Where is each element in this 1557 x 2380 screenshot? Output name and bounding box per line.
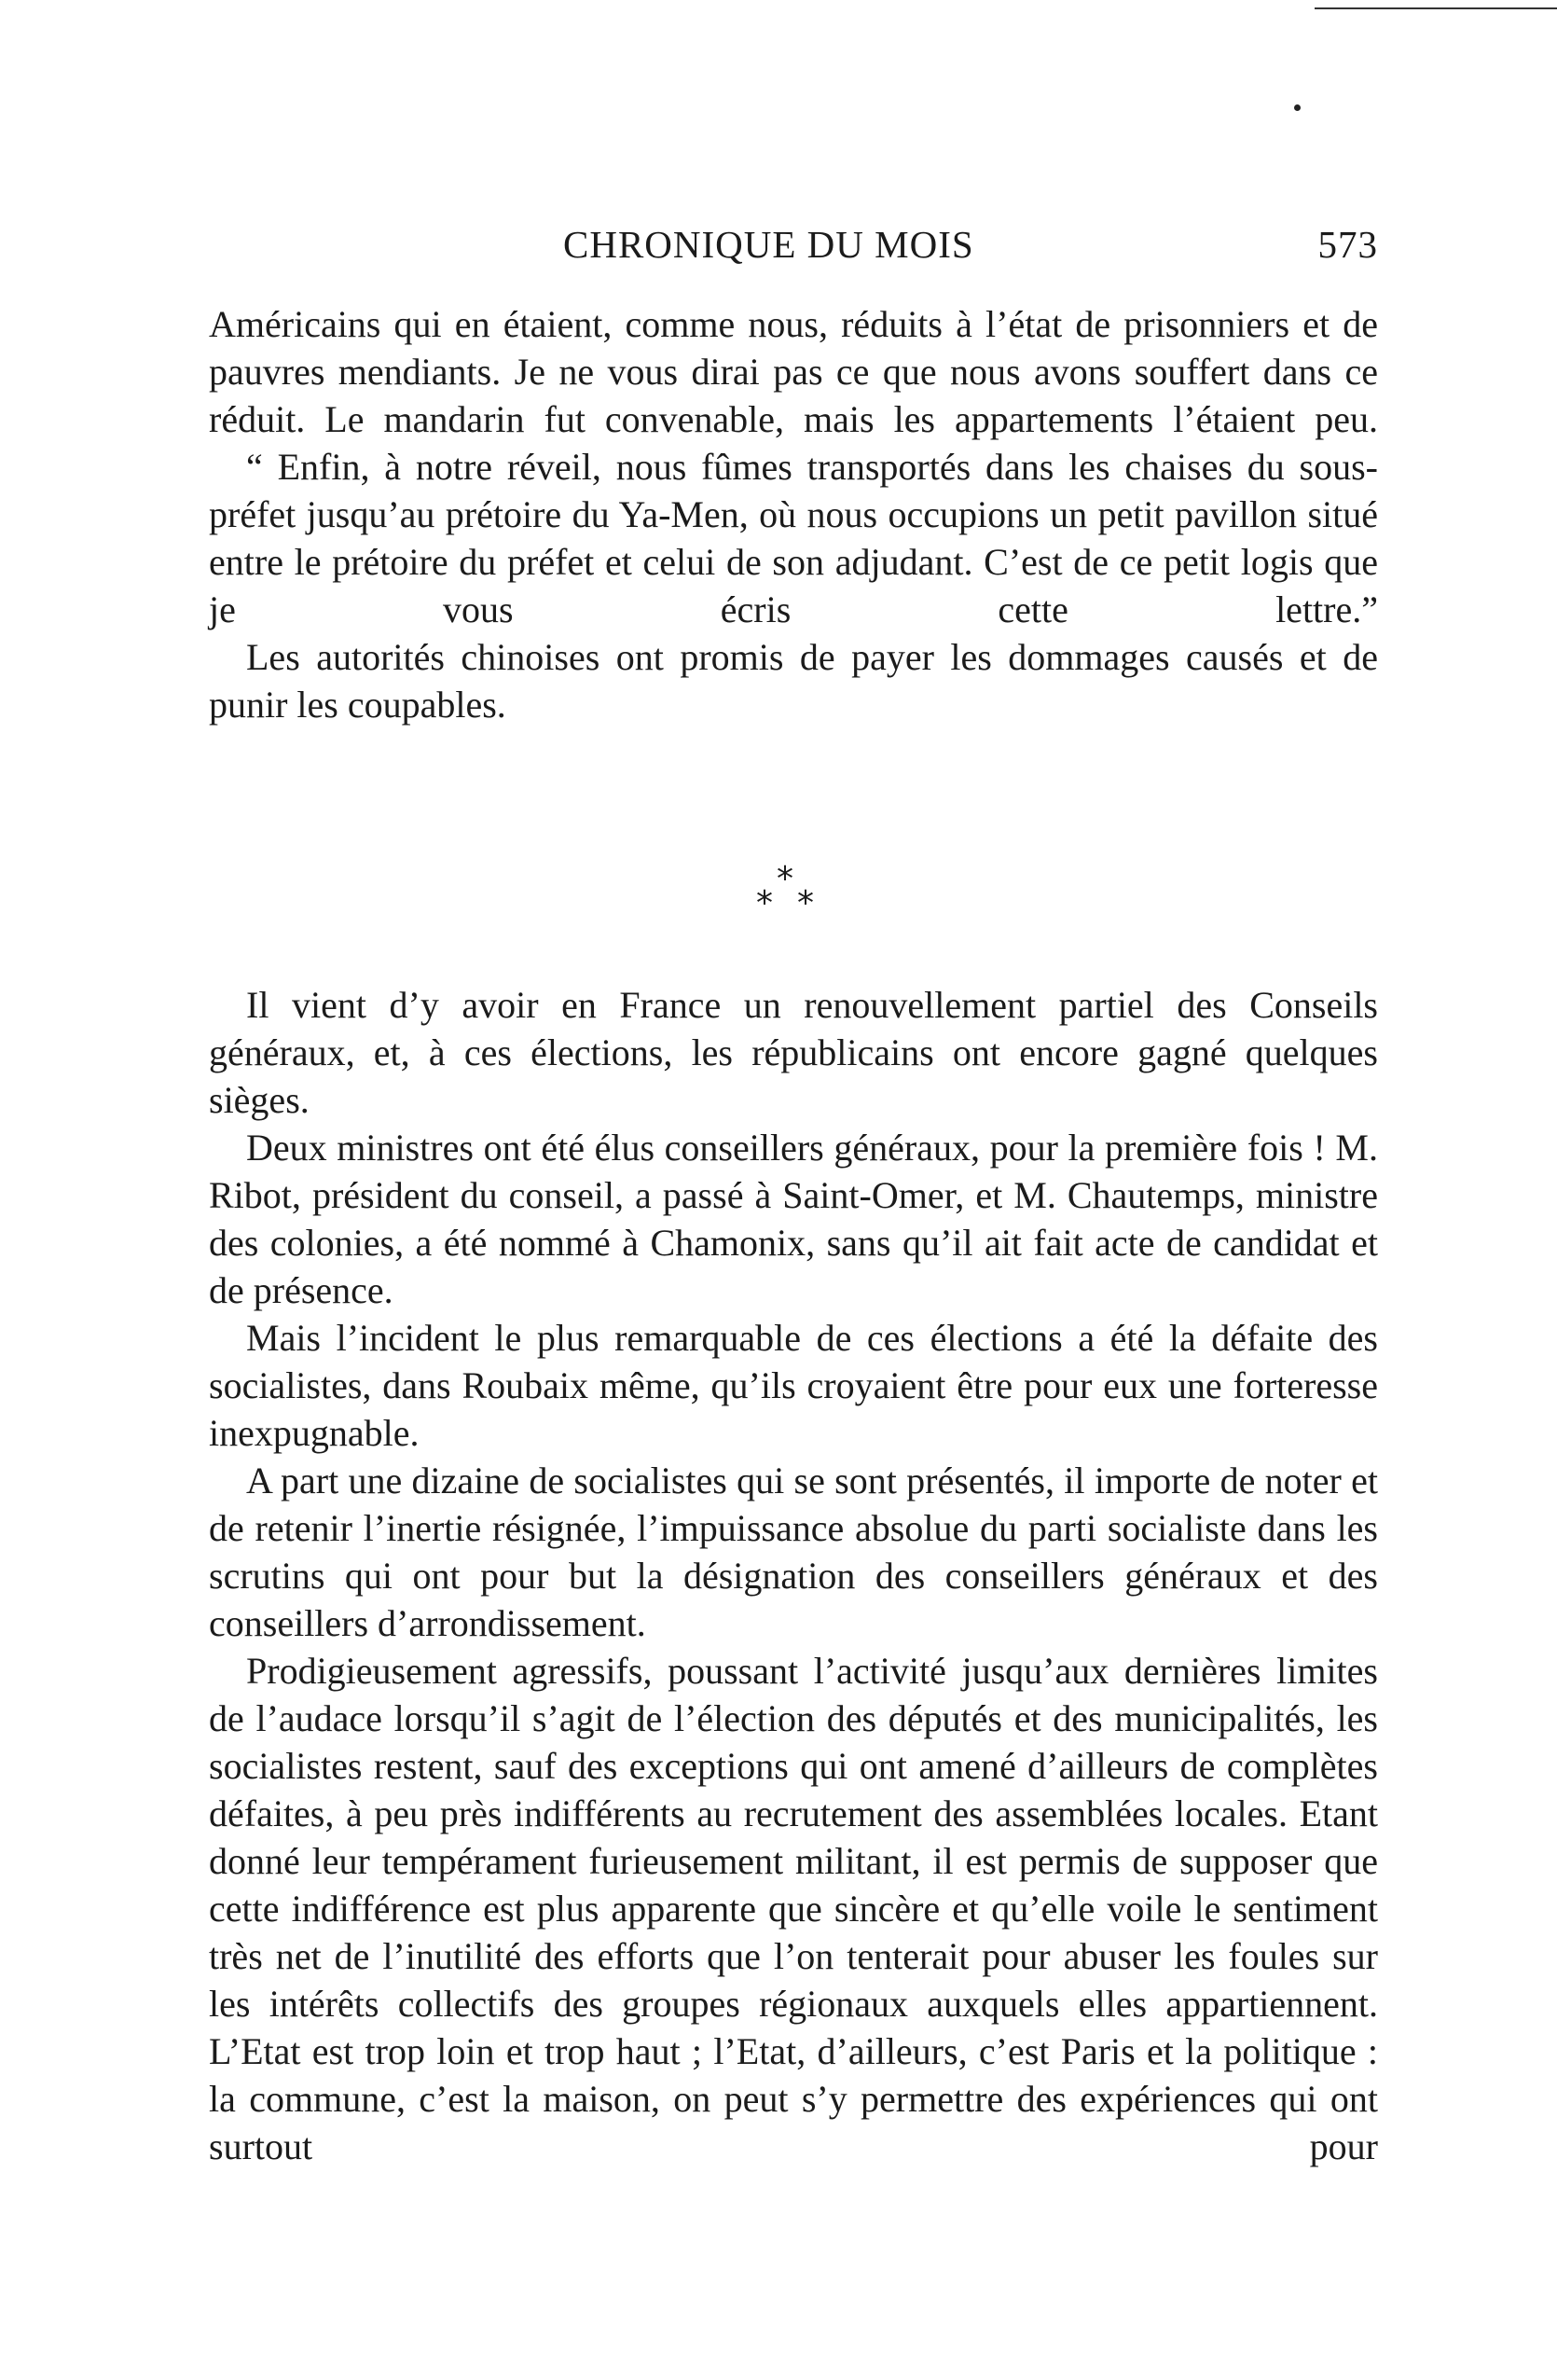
paragraph: Mais l’incident le plus remarquable de ces élections a été la défaite des socialistes, dans Roubaix même, qu’ils croyaient être pour eux une forteresse inexpugnable.: [209, 1317, 1378, 1454]
asterism-star: *: [797, 884, 814, 922]
paragraph: Prodigieusement agressifs, poussant l’activité jusqu’aux dernières limites de l’audace lorsqu’il s’agit de l’élection des députés et des municipalités, les socialistes restent, sauf des exceptions qui ont amené d’ailleurs de complètes défaites, à peu près indifférents au recrutement des assemblées locales. Etant donné leur tempérament furieusement militant, il est permis de supposer que cette indifférence est plus apparente que sincère et qu’elle voile le sentiment très net de l’inutilité des efforts que l’on tenterait pour abuser les foules sur les intérêts collectifs des groupes régionaux auxquels elles appartiennent. L’Etat est trop loin et trop haut ; l’Etat, d’ailleurs, c’est Paris et la politique : la commune, c’est la maison, on peut s’y permettre des expériences qui ont surtout pour: [209, 1650, 1378, 2167]
running-title: CHRONIQUE DU MOIS: [563, 223, 974, 266]
paragraph: Les autorités chinoises ont promis de payer les dommages causés et de punir les coupables.: [209, 636, 1378, 726]
paragraph: Il vient d’y avoir en France un renouvellement partiel des Conseils généraux, et, à ces élections, les républicains ont encore gagné quelques sièges.: [209, 984, 1378, 1121]
paragraph: Américains qui en étaient, comme nous, réduits à l’état de prisonniers et de pauvres mendiants. Je ne vous dirai pas ce que nous avons souffert dans ce réduit. Le mandarin fut convenable, mais les appartements l’étaient peu.: [209, 303, 1378, 440]
section-separator-asterism: [751, 860, 825, 928]
asterism-star: *: [756, 884, 773, 922]
paragraph: “ Enfin, à notre réveil, nous fûmes transportés dans les chaises du sous-préfet jusqu’au prétoire du Ya-Men, où nous occupions un petit pavillon situé entre le prétoire du préfet et celui de son adjudant. C’est de ce petit logis que je vous écris cette lettre.”: [209, 446, 1378, 630]
elections-section: [209, 981, 1378, 2170]
paragraph: Deux ministres ont été élus conseillers généraux, pour la première fois ! M. Ribot, président du conseil, a passé à Saint-Omer, et M. Chautemps, ministre des colonies, a été nommé à Chamonix, sans qu’il ait fait acte de candidat et de présence.: [209, 1127, 1378, 1311]
paragraph: A part une dizaine de socialistes qui se sont présentés, il importe de noter et de retenir l’inertie résignée, l’impuissance absolue du parti socialiste dans les scrutins qui ont pour but la désignation des conseillers généraux et des conseillers d’arrondissement.: [209, 1460, 1378, 1644]
page-number: 573: [1317, 223, 1378, 266]
scan-speck: [1294, 104, 1301, 111]
scan-edge-line: [1315, 7, 1557, 9]
page-header: [209, 222, 1378, 278]
letter-section: [209, 300, 1378, 728]
asterism-star: *: [777, 860, 793, 898]
